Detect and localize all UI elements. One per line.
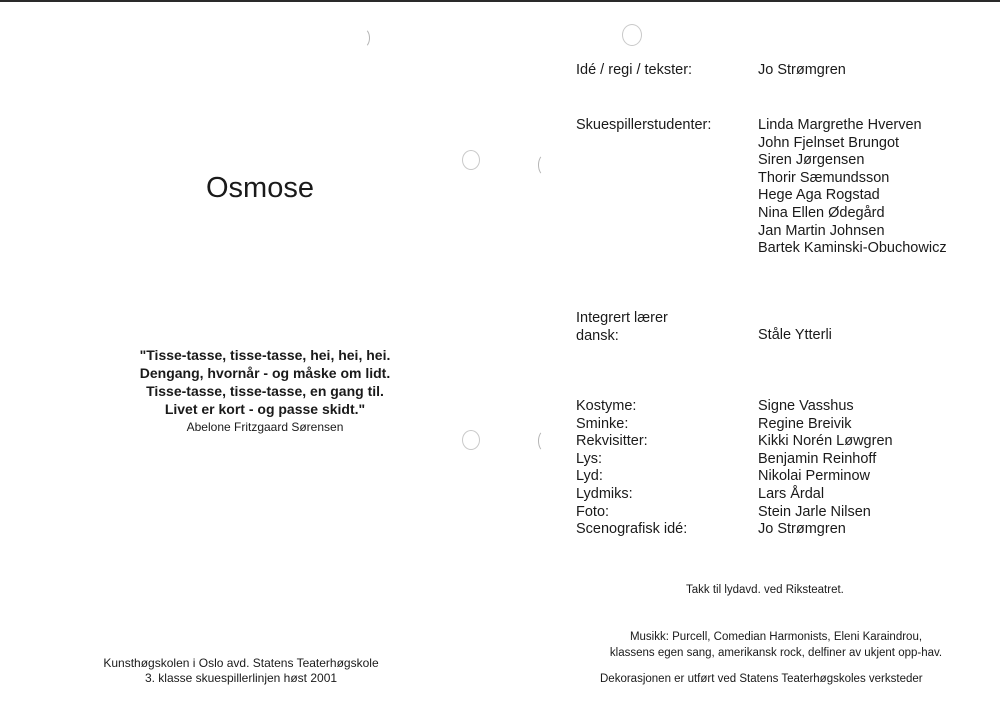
music-line: klassens egen sang, amerikansk rock, delfiner av ukjent opp-hav. (609, 647, 943, 659)
punch-hole-mark (356, 28, 370, 48)
punch-hole-mark (462, 150, 480, 170)
crew-role: Sminke: (576, 415, 629, 432)
punch-hole-mark (538, 430, 552, 452)
idea-value: Jo Strømgren (758, 62, 846, 78)
teacher-label-line: Integrert lærer (576, 310, 668, 326)
actor-name: Bartek Kaminski-Obuchowicz (758, 240, 947, 257)
crew-role: Lydmiks: (576, 485, 633, 502)
crew-name: Nikolai Perminow (758, 468, 871, 485)
scan-top-edge (0, 0, 1000, 2)
quote-line: "Tisse-tasse, tisse-tasse, hei, hei, hei. (139, 347, 391, 363)
crew-name: Regine Breivik (758, 415, 852, 432)
actor-name: Hege Aga Rogstad (758, 187, 880, 204)
crew-name: Lars Årdal (758, 485, 825, 502)
actors-list (758, 117, 947, 258)
quote-line: Tisse-tasse, tisse-tasse, en gang til. (146, 383, 384, 399)
punch-hole-mark (538, 154, 552, 176)
crew-role: Rekvisitter: (576, 433, 648, 450)
thanks-note: Takk til lydavd. ved Riksteatret. (686, 584, 844, 596)
crew-role: Kostyme: (576, 398, 637, 414)
actor-name: Jan Martin Johnsen (758, 222, 885, 239)
school-line: 3. klasse skuespillerlinjen høst 2001 (144, 671, 338, 685)
actor-name: Nina Ellen Ødegård (758, 204, 885, 221)
teacher-label-line: dansk: (576, 327, 619, 344)
crew-role: Foto: (576, 503, 610, 520)
crew-name: Jo Strømgren (758, 521, 846, 538)
school-info (96, 656, 386, 686)
crew-roles (576, 398, 687, 539)
quote-block (120, 346, 410, 435)
idea-label: Idé / regi / tekster: (576, 62, 693, 78)
punch-hole-mark (462, 430, 480, 450)
quote-line: Dengang, hvornår - og måske om lidt. (139, 365, 391, 381)
crew-names (758, 398, 893, 539)
music-line: Musikk: Purcell, Comedian Harmonists, Eleni Karaindrou, (629, 631, 923, 643)
actor-name: Siren Jørgensen (758, 152, 865, 169)
punch-hole-mark (622, 24, 642, 46)
decor-note: Dekorasjonen er utført ved Statens Teaterhøgskoles verksteder (600, 673, 923, 685)
school-line: Kunsthøgskolen i Oslo avd. Statens Teaterhøgskole (103, 656, 379, 670)
crew-name: Signe Vasshus (758, 398, 854, 414)
actor-name: Thorir Sæmundsson (758, 169, 890, 186)
actor-name: John Fjelnset Brungot (758, 134, 900, 151)
crew-role: Scenografisk idé: (576, 521, 688, 538)
crew-name: Kikki Norén Løwgren (758, 433, 893, 450)
quote-line: Livet er kort - og passe skidt." (164, 401, 366, 417)
crew-role: Lyd: (576, 468, 603, 485)
crew-name: Benjamin Reinhoff (758, 450, 877, 467)
quote-author: Abelone Fritzgaard Sørensen (186, 420, 344, 434)
teacher-label (576, 310, 668, 345)
crew-name: Stein Jarle Nilsen (758, 503, 871, 520)
production-title: Osmose (206, 172, 314, 204)
crew-role: Lys: (576, 450, 603, 467)
actor-name: Linda Margrethe Hverven (758, 117, 922, 133)
teacher-value: Ståle Ytterli (758, 327, 832, 343)
music-note (592, 629, 960, 661)
actors-label: Skuespillerstudenter: (576, 117, 712, 133)
